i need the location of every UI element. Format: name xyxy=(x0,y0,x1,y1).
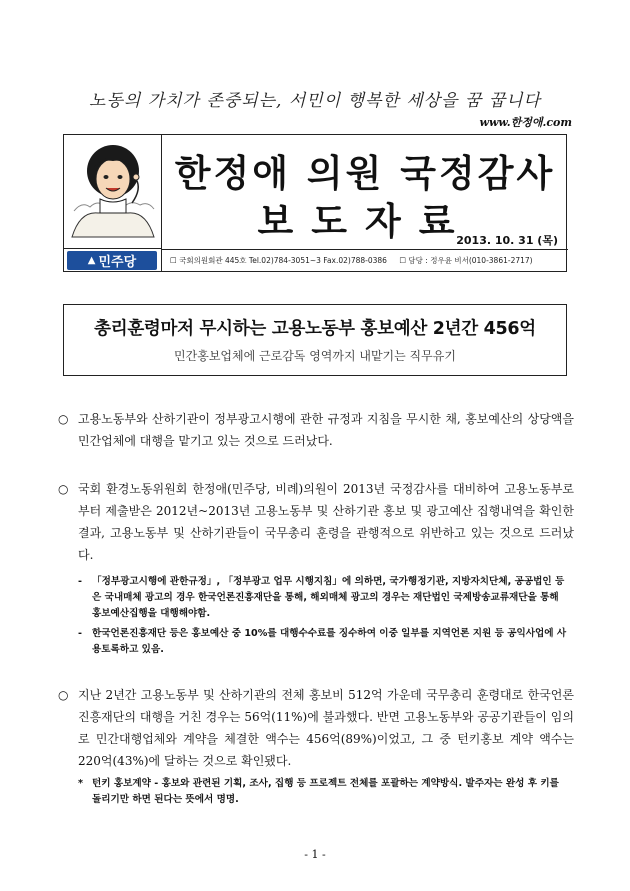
header-divider xyxy=(162,249,568,250)
contact-info xyxy=(170,255,533,266)
subheadline: 민간홍보업체에 근로감독 영역까지 내맡기는 직무유기 xyxy=(174,349,456,363)
press-release-header xyxy=(63,134,567,272)
headline-box xyxy=(63,304,567,376)
headline: 총리훈령마저 무시하는 고용노동부 홍보예산 2년간 456억 xyxy=(94,319,536,339)
paragraph-text: 고용노동부와 산하기관이 정부광고시행에 관한 규정과 지침을 무시한 채, 홍보예산의 상당액을 민간업체에 대행을 맡기고 있는 것으로 드러났다. xyxy=(78,412,574,448)
bullet-circle: ○ xyxy=(58,688,69,702)
staff-contact: ☐ 담당 : 정우윤 비서(010-3861-2717) xyxy=(399,256,533,265)
note-2 xyxy=(78,626,568,658)
note-1 xyxy=(78,574,568,622)
website-link[interactable]: www.한정애.com xyxy=(479,116,572,129)
party-mark-icon: ▲ xyxy=(87,255,96,266)
party-name: 민주당 xyxy=(98,255,137,270)
title-line-1: 한정애 의원 국정감사 xyxy=(174,152,556,195)
paragraph-1 xyxy=(58,408,574,452)
office-contact: ☐ 국회의원회관 445호 Tel.02)784-3051~3 Fax.02)788-0386 xyxy=(170,256,387,265)
note-text: 한국언론진흥재단 등은 홍보예산 중 10%를 대행수수료를 징수하여 이중 일부를 지역언론 지원 등 공익사업에 사용토록하고 있음. xyxy=(92,628,567,655)
bullet-circle: ○ xyxy=(58,412,69,426)
photo-cell xyxy=(64,135,162,249)
paragraph-3 xyxy=(58,684,574,772)
party-logo xyxy=(67,251,157,270)
bullet-circle: ○ xyxy=(58,482,69,496)
release-date: 2013. 10. 31 (목) xyxy=(456,234,558,247)
note-dash: - xyxy=(78,628,82,639)
page-number: - 1 - xyxy=(304,848,326,861)
lawmaker-caricature xyxy=(70,141,156,243)
note-3 xyxy=(78,776,568,808)
paragraph-text: 국회 환경노동위원회 한정애(민주당, 비례)의원이 2013년 국정감사를 대비하여 고용노동부로부터 제출받은 2012년~2013년 고용노동부 및 산하기관 홍보 및 광고예산 집행내역을 확인한 결과, 고용노동부 및 산하기관들이 국무총리 훈령을 관행적으로 위반하고 있는 것으로 드러났다. xyxy=(78,482,574,562)
note-text: 「정부광고시행에 관한규정」, 「정부광고 업무 시행지침」에 의하면, 국가행정기관, 지방자치단체, 공공법인 등은 국내매체 광고의 경우 한국언론진흥재단을 통해, 해외매체 광고의 경우는 재단법인 국제방송교류재단을 통해 홍보예산집행을 대행해야함. xyxy=(92,576,565,619)
slogan: 노동의 가치가 존중되는, 서민이 행복한 세상을 꿈 꿉니다 xyxy=(89,91,541,111)
note-asterisk: * xyxy=(78,778,84,789)
title-line-2: 보도자료 xyxy=(257,200,473,243)
logo-cell xyxy=(64,249,162,272)
paragraph-text: 지난 2년간 고용노동부 및 산하기관의 전체 홍보비 512억 가운데 국무총리 훈령대로 한국언론진흥재단의 대행을 거친 경우는 56억(11%)에 불과했다. 반면 고용노동부와 공공기관들이 임의로 민간대행업체와 계약을 체결한 액수는 456억(89%)이었고, 그 중 턴키홍보 계약 액수는 220억(43%)에 달하는 것으로 확인됐다. xyxy=(78,688,574,768)
note-text: 턴키 홍보계약 - 홍보와 관련된 기획, 조사, 집행 등 프로젝트 전체를 포괄하는 계약방식. 발주자는 완성 후 키를 돌리기만 하면 된다는 뜻에서 명명. xyxy=(92,778,559,805)
note-dash: - xyxy=(78,576,82,587)
paragraph-2 xyxy=(58,478,574,566)
